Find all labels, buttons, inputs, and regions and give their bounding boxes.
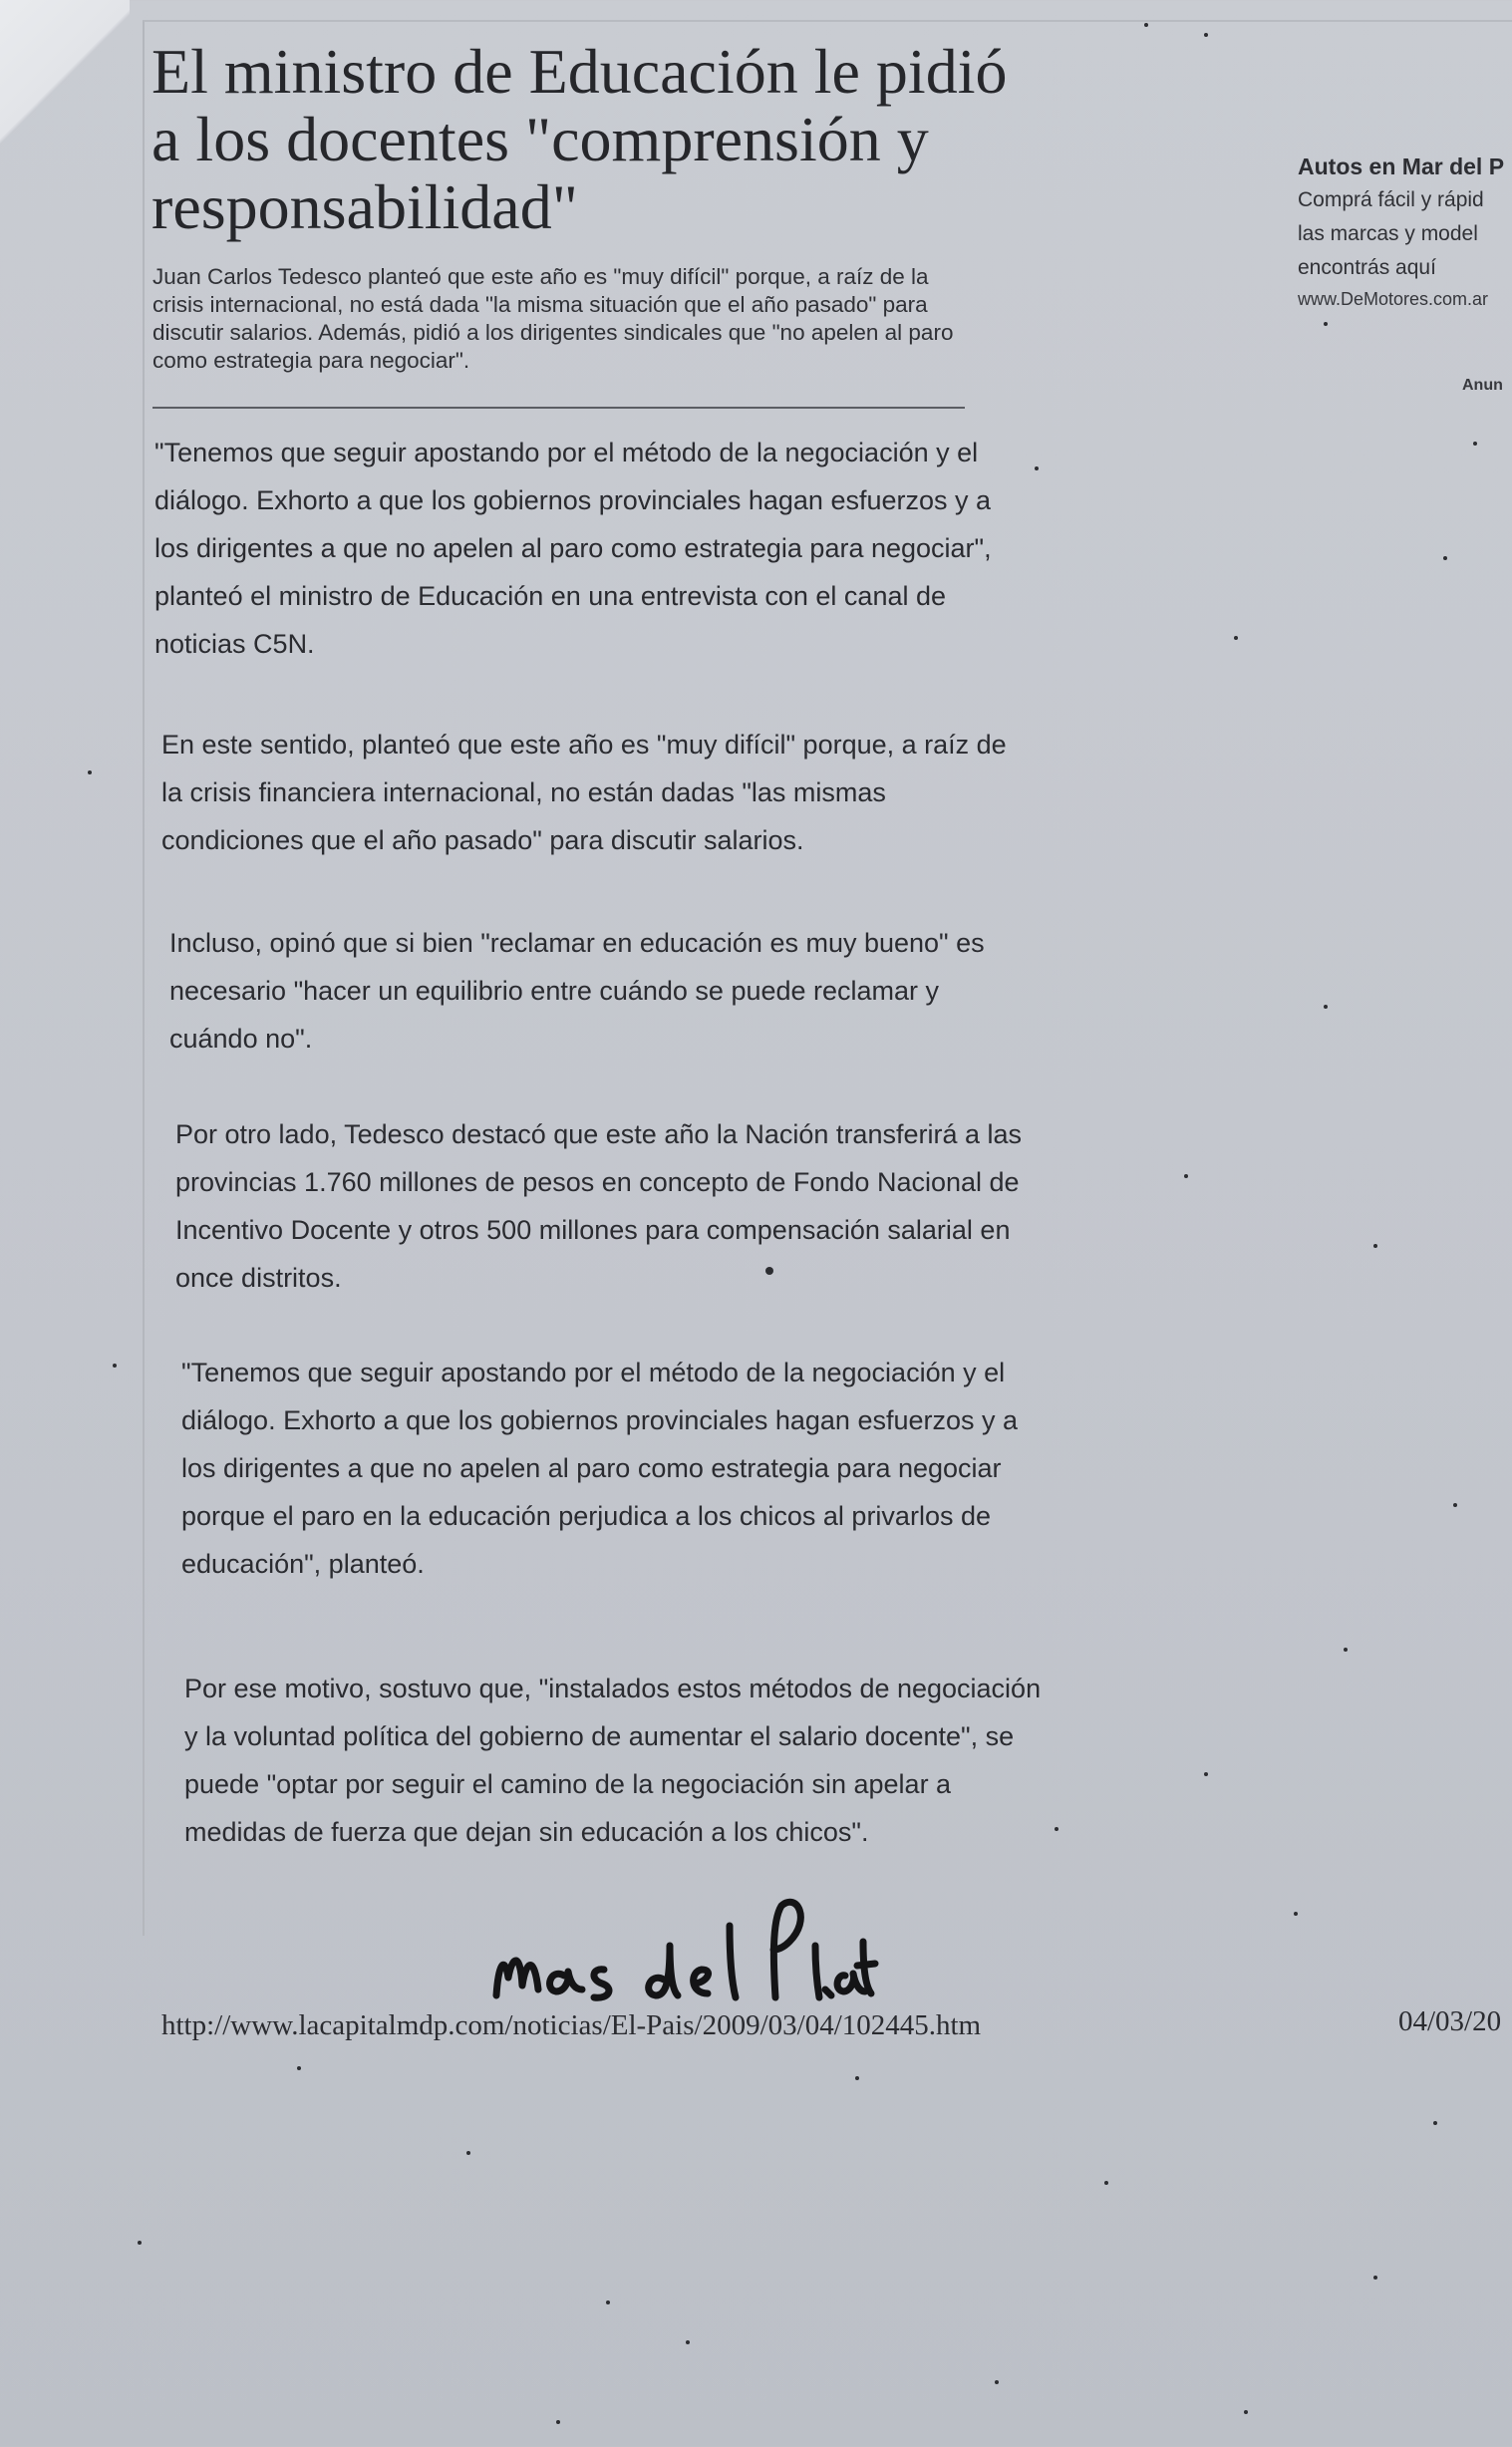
ad-text-line: las marcas y model — [1298, 222, 1478, 245]
article-paragraph: Incluso, opinó que si bien "reclamar en educación es muy bueno" es necesario "hacer un equilibrio entre cuándo se puede reclamar y cuándo no". — [169, 928, 985, 1054]
ad-label: Anun — [1462, 377, 1503, 394]
article-lead: Juan Carlos Tedesco planteó que este año es "muy difícil" porque, a raíz de la crisis internacional, no está dada "la misma situación que el año pasado" para discutir salarios. Además, pidió a los dirigentes sindicales que "no apelen al paro como estrategia para negociar". — [152, 264, 954, 373]
source-url[interactable]: http://www.lacapitalmdp.com/noticias/El-Pais/2009/03/04/102445.htm — [161, 2009, 982, 2041]
article-paragraph: "Tenemos que seguir apostando por el método de la negociación y el diálogo. Exhorto a que los gobiernos provinciales hagan esfuerzos y a los dirigentes a que no apelen al paro como estrategia para negociar", planteó el ministro de Educación en una entrevista con el canal de noticias C5N. — [154, 438, 992, 659]
article-paragraph: Por otro lado, Tedesco destacó que este año la Nación transferirá a las provincias 1.760 millones de pesos en concepto de Fondo Nacional de Incentivo Docente y otros 500 millones para compensación salarial en once distritos. — [175, 1119, 1023, 1293]
ad-url[interactable]: www.DeMotores.com.ar — [1298, 289, 1489, 309]
article-paragraph: Por ese motivo, sostuvo que, "instalados estos métodos de negociación y la voluntad política del gobierno de aumentar el salario docente", se puede "optar por seguir el camino de la negociación sin apelar a medidas de fuerza que dejan sin educación a los chicos". — [184, 1674, 1042, 1847]
article-paragraph: "Tenemos que seguir apostando por el método de la negociación y el diálogo. Exhorto a que los gobiernos provinciales hagan esfuerzos y a los dirigentes a que no apelen al paro como estrategia para negociar porque el paro en la educación perjudica a los chicos al privarlos de educación", planteó. — [181, 1358, 1019, 1579]
ad-text-line: encontrás aquí — [1298, 256, 1436, 279]
article-paragraph: En este sentido, planteó que este año es "muy difícil" porque, a raíz de la crisis financiera internacional, no están dadas "las mismas condiciones que el año pasado" para discutir salarios. — [161, 730, 1007, 855]
ad-text-line: Comprá fácil y rápid — [1298, 188, 1484, 211]
print-date: 04/03/20 — [1398, 2005, 1502, 2037]
article-headline: El ministro de Educación le pidió a los docentes "comprensión y responsabilidad" — [151, 36, 1008, 242]
ad-title[interactable]: Autos en Mar del P — [1298, 153, 1505, 179]
